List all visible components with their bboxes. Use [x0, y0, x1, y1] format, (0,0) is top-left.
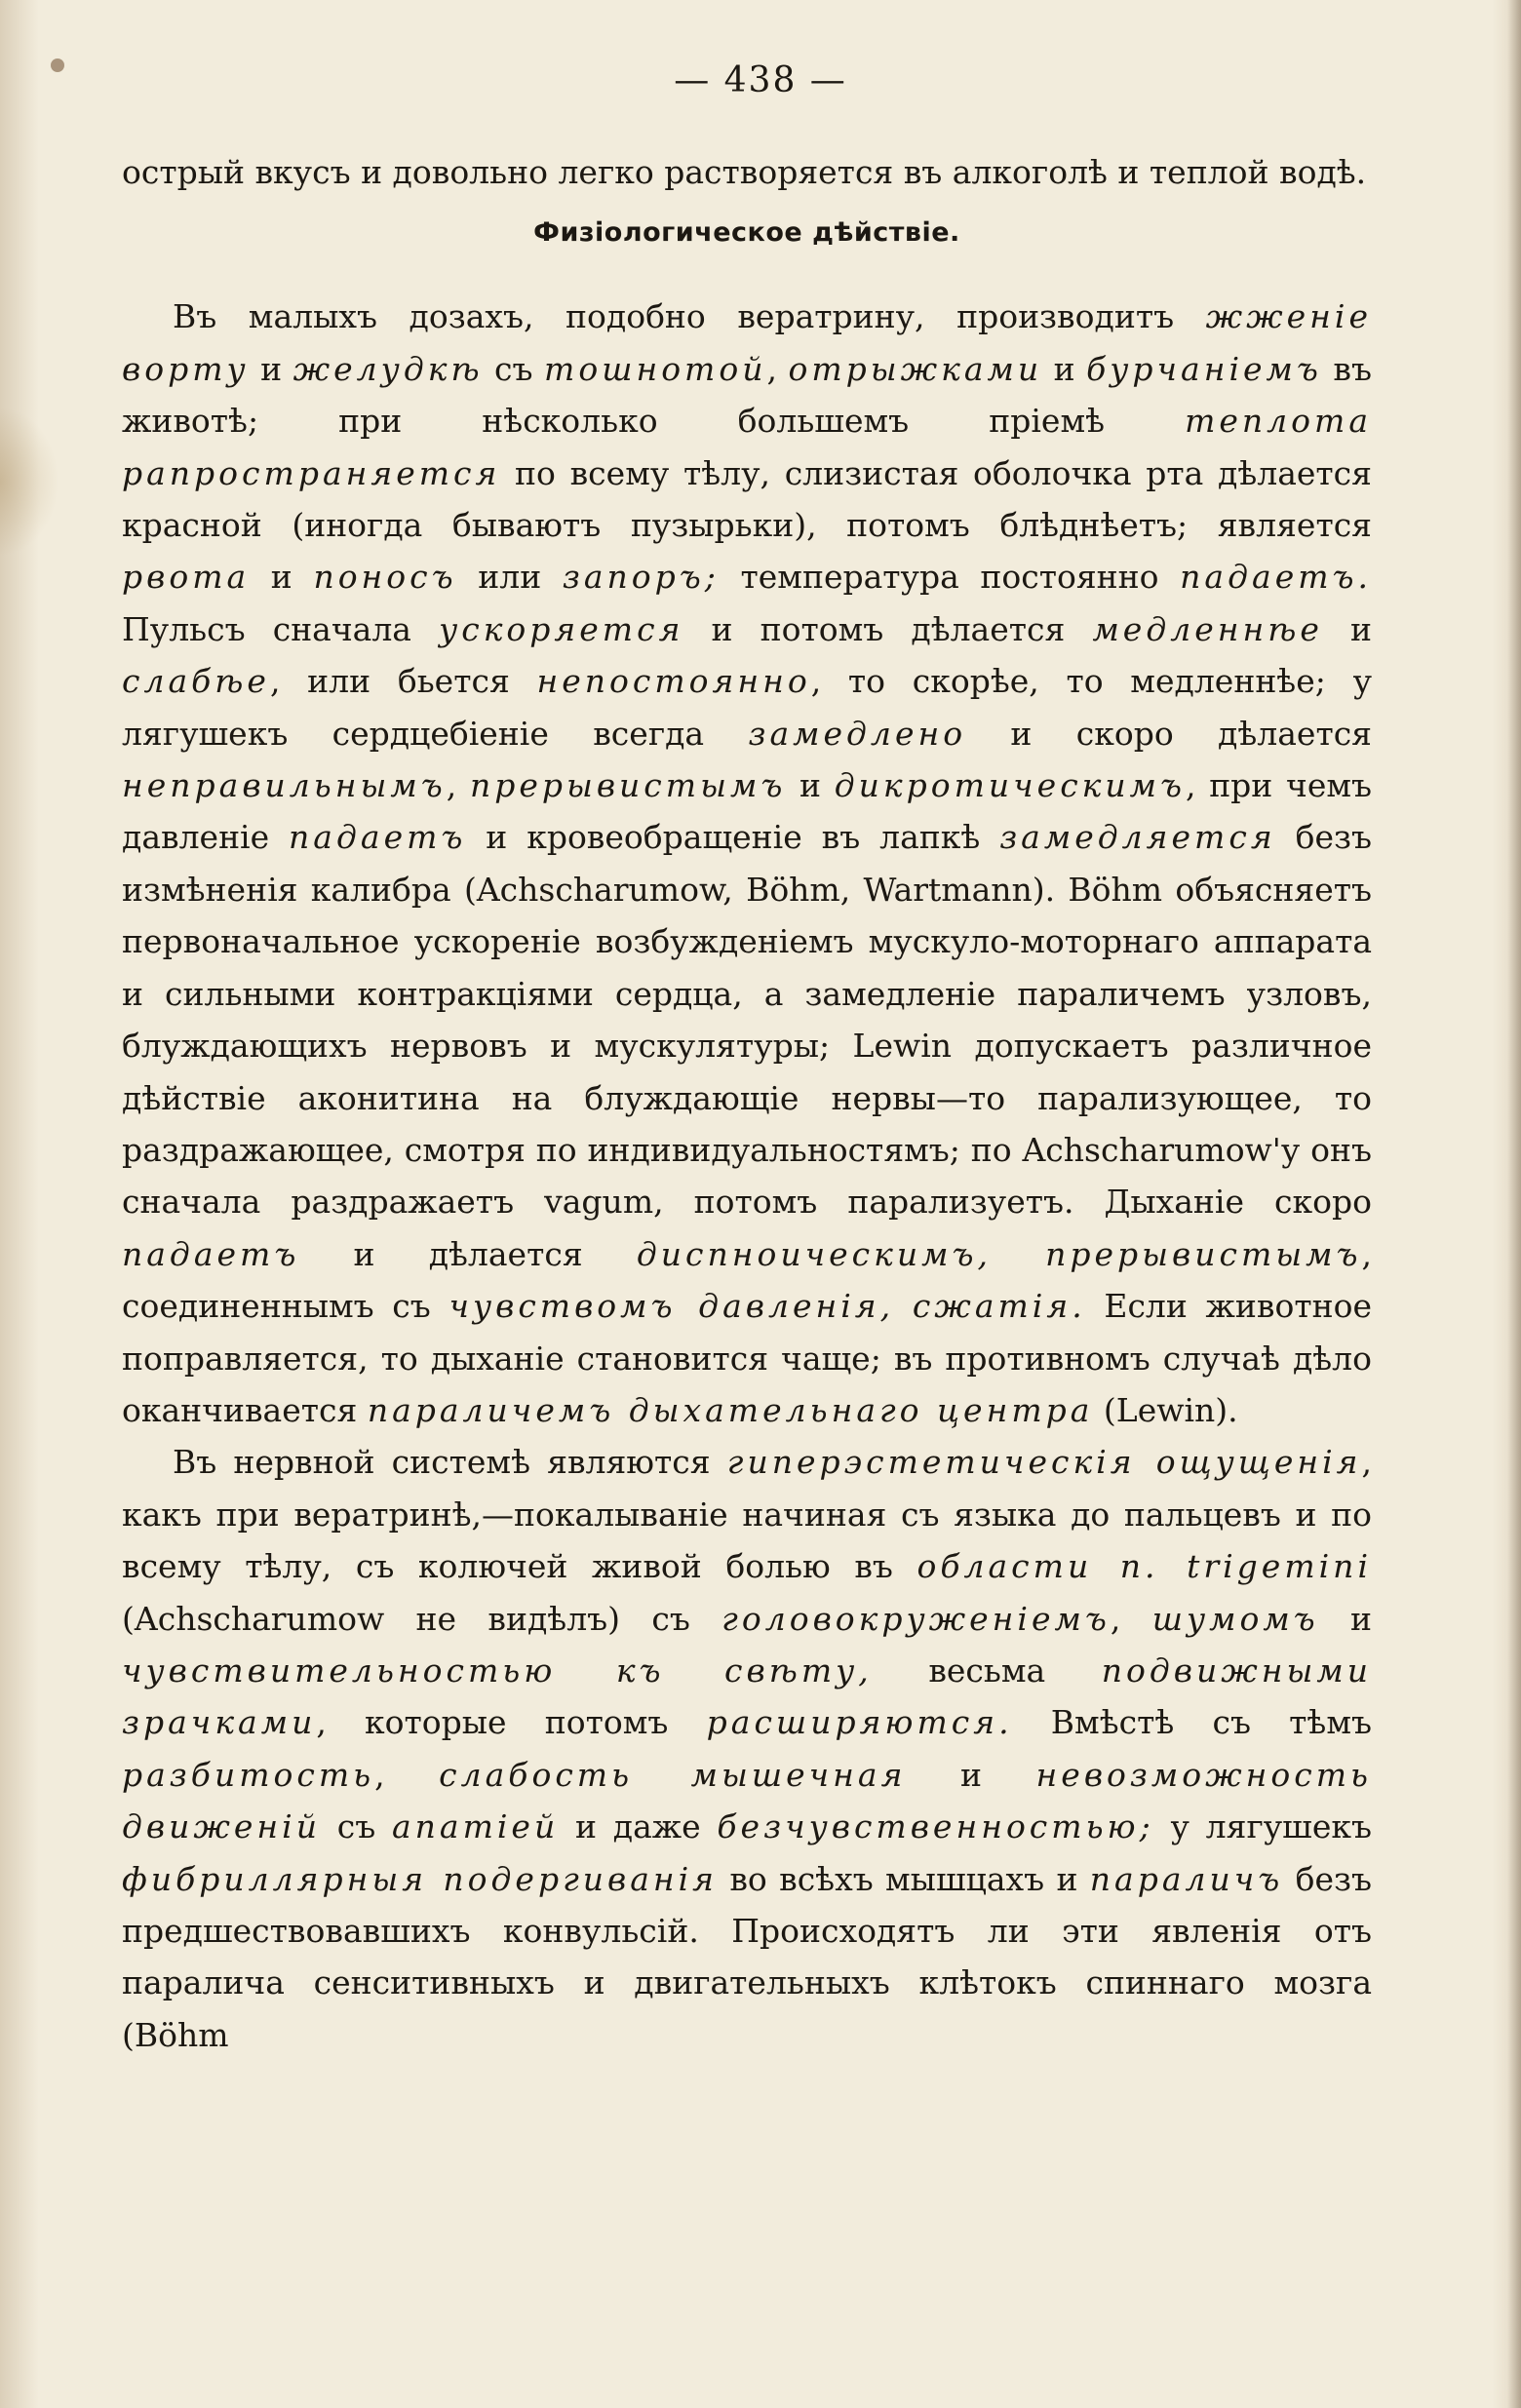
spaced-emphasis: слабость мышечная [439, 1755, 907, 1794]
text-run: и даже [559, 1807, 718, 1846]
spaced-emphasis: тошнотой [544, 349, 767, 388]
spaced-emphasis: желудкѣ [292, 349, 484, 388]
text-run: безъ предшествовавшихъ конвульсій. Происходятъ ли эти явленія отъ паралича сенситивныхъ и двигательныхъ клѣтокъ спиннаго мозга (Böhm [122, 1859, 1372, 2054]
text-run: у лягушекъ [1153, 1807, 1372, 1846]
text-run: или [456, 558, 563, 597]
page-number: — 438 — [674, 60, 847, 100]
text-run: безъ измѣненія калибра (Achscharumow, Böhm, Wartmann). Böhm объясняетъ первоначальное ускореніе возбужденіемъ мускуло-моторнаго аппарата и сильными контракціями сердца, а замедленіе параличемъ узловъ, блуждающихъ нервовъ и мускулятуры; Lewin допускаетъ различное дѣйствіе аконитина на блуждающіе нервы—то парализующее, то раздражающее, смотря по индивидуальностямъ; по Achscharumow'у онъ сначала раздражаетъ vagum, потомъ парализуетъ. Дыханіе скоро [122, 818, 1372, 1222]
spaced-emphasis: теплота рапространяется [122, 402, 1372, 492]
text-run: и дѣлается [299, 1234, 637, 1273]
text-run: и [1318, 1599, 1373, 1638]
spaced-emphasis: прерывистымъ [1045, 1234, 1362, 1273]
spaced-emphasis: подвижными зрачками [122, 1651, 1372, 1742]
spaced-emphasis: замедляется [999, 818, 1276, 857]
text-run: и скоро дѣлается [966, 714, 1372, 753]
text-run [894, 1287, 913, 1325]
text-run: , [1110, 1599, 1152, 1638]
spaced-emphasis: падаетъ. [1180, 558, 1372, 597]
text-run: Въ нервной системѣ являются [173, 1443, 727, 1482]
text-run: Въ малыхъ дозахъ, подобно вератрину, производитъ [173, 297, 1206, 336]
text-run: по всему тѣлу, слизистая оболочка рта дѣлается красной (иногда бываютъ пузырьки), потомъ блѣднѣетъ; является [122, 453, 1372, 545]
text-run: , [374, 1755, 440, 1794]
spaced-emphasis: отрыжками [788, 349, 1043, 388]
spaced-emphasis: безчувственностью; [717, 1807, 1154, 1846]
text-run: и [1042, 349, 1087, 388]
text-run: , соединеннымъ съ [122, 1234, 1372, 1326]
spaced-emphasis: жженіе ворту [122, 297, 1372, 388]
spaced-emphasis: падаетъ [122, 1234, 300, 1273]
spaced-emphasis: области n. trigemini [916, 1547, 1372, 1586]
spaced-emphasis: запоръ; [562, 558, 720, 597]
text-run: съ [483, 349, 545, 388]
text-run: и [906, 1755, 1036, 1794]
intro-paragraph: острый вкусъ и довольно легко растворяется въ алкоголѣ и теплой водѣ. [122, 153, 1367, 191]
text-run: , [766, 349, 789, 388]
paragraph-nervous-system [122, 1436, 1372, 2061]
text-run: весьма [872, 1651, 1102, 1689]
spaced-emphasis: непостоянно [536, 662, 811, 701]
page-body [122, 146, 1372, 2061]
text-run: и [786, 766, 835, 805]
text-run: Пульсъ сначала [122, 609, 440, 648]
spaced-emphasis: диспноическимъ, [636, 1234, 992, 1273]
spaced-emphasis: сжатія. [912, 1287, 1086, 1326]
text-run: температура постоянно [719, 558, 1181, 597]
text-run: и [250, 558, 314, 597]
text-run: (Lewin). [1093, 1390, 1238, 1429]
spaced-emphasis: расширяются. [706, 1703, 1013, 1742]
spaced-emphasis: чувствомъ давленія, [448, 1287, 895, 1326]
spaced-emphasis: слабѣе [122, 662, 270, 701]
text-run: и потомъ дѣлается [683, 609, 1093, 648]
spaced-emphasis: чувствительностью къ свѣту, [122, 1651, 873, 1689]
text-run: и кровеобращеніе въ лапкѣ [466, 818, 1000, 857]
text-run: съ [320, 1807, 392, 1846]
text-run: , то скорѣе, то медленнѣе; у лягушекъ сердцебіеніе всегда [122, 662, 1372, 753]
text-run: , какъ при вератринѣ,—покалываніе начиная съ языка до пальцевъ и по всему тѣлу, съ колючей живой болью въ [122, 1443, 1372, 1586]
section-heading: Физіологическое дѣйствіе. [533, 217, 960, 249]
spaced-emphasis: параличъ [1089, 1859, 1284, 1898]
spaced-emphasis: апатіей [391, 1807, 560, 1846]
text-run [992, 1235, 1045, 1273]
text-run: и [249, 349, 293, 388]
text-run: и [1322, 609, 1373, 648]
text-run: , [446, 766, 470, 805]
spaced-emphasis: падаетъ [289, 818, 467, 857]
text-run: , или бьется [269, 662, 537, 701]
text-run: во всѣхъ мышцахъ и [718, 1859, 1090, 1898]
spaced-emphasis: неправильнымъ [122, 766, 447, 805]
spaced-emphasis: шумомъ [1151, 1599, 1319, 1638]
text-run: въ животѣ; при нѣсколько большемъ пріемѣ [122, 349, 1372, 441]
spaced-emphasis: рвота [122, 558, 251, 597]
spaced-emphasis: головокруженіемъ [722, 1599, 1111, 1638]
paragraph-physiological-action [122, 291, 1372, 1436]
spaced-emphasis: поносъ [313, 558, 457, 597]
spaced-emphasis: параличемъ дыхательнаго центра [367, 1390, 1094, 1429]
text-run: , при чемъ давленіе [122, 766, 1373, 857]
spaced-emphasis: ускоряется [439, 609, 684, 648]
spaced-emphasis: бурчаніемъ [1086, 349, 1322, 388]
page-edge-shadow [1507, 0, 1521, 2408]
spaced-emphasis: дикротическимъ [834, 766, 1186, 805]
spaced-emphasis: медленнѣе [1092, 609, 1323, 648]
text-run: Если животное поправляется, то дыханіе становится чаще; въ противномъ случаѣ дѣло оканчивается [122, 1287, 1372, 1429]
text-run: (Achscharumow не видѣлъ) съ [122, 1599, 722, 1638]
spaced-emphasis: прерывистымъ [469, 766, 787, 805]
text-run: Вмѣстѣ съ тѣмъ [1012, 1703, 1372, 1742]
text-run: , которые потомъ [316, 1703, 707, 1742]
spaced-emphasis: замедлено [748, 714, 967, 753]
spaced-emphasis: гиперэстетическія ощущенія [726, 1443, 1362, 1482]
spaced-emphasis: фибриллярныя подергиванія [122, 1859, 719, 1898]
spaced-emphasis: невозможность движеній [122, 1755, 1372, 1846]
spaced-emphasis: разбитость [122, 1755, 375, 1794]
